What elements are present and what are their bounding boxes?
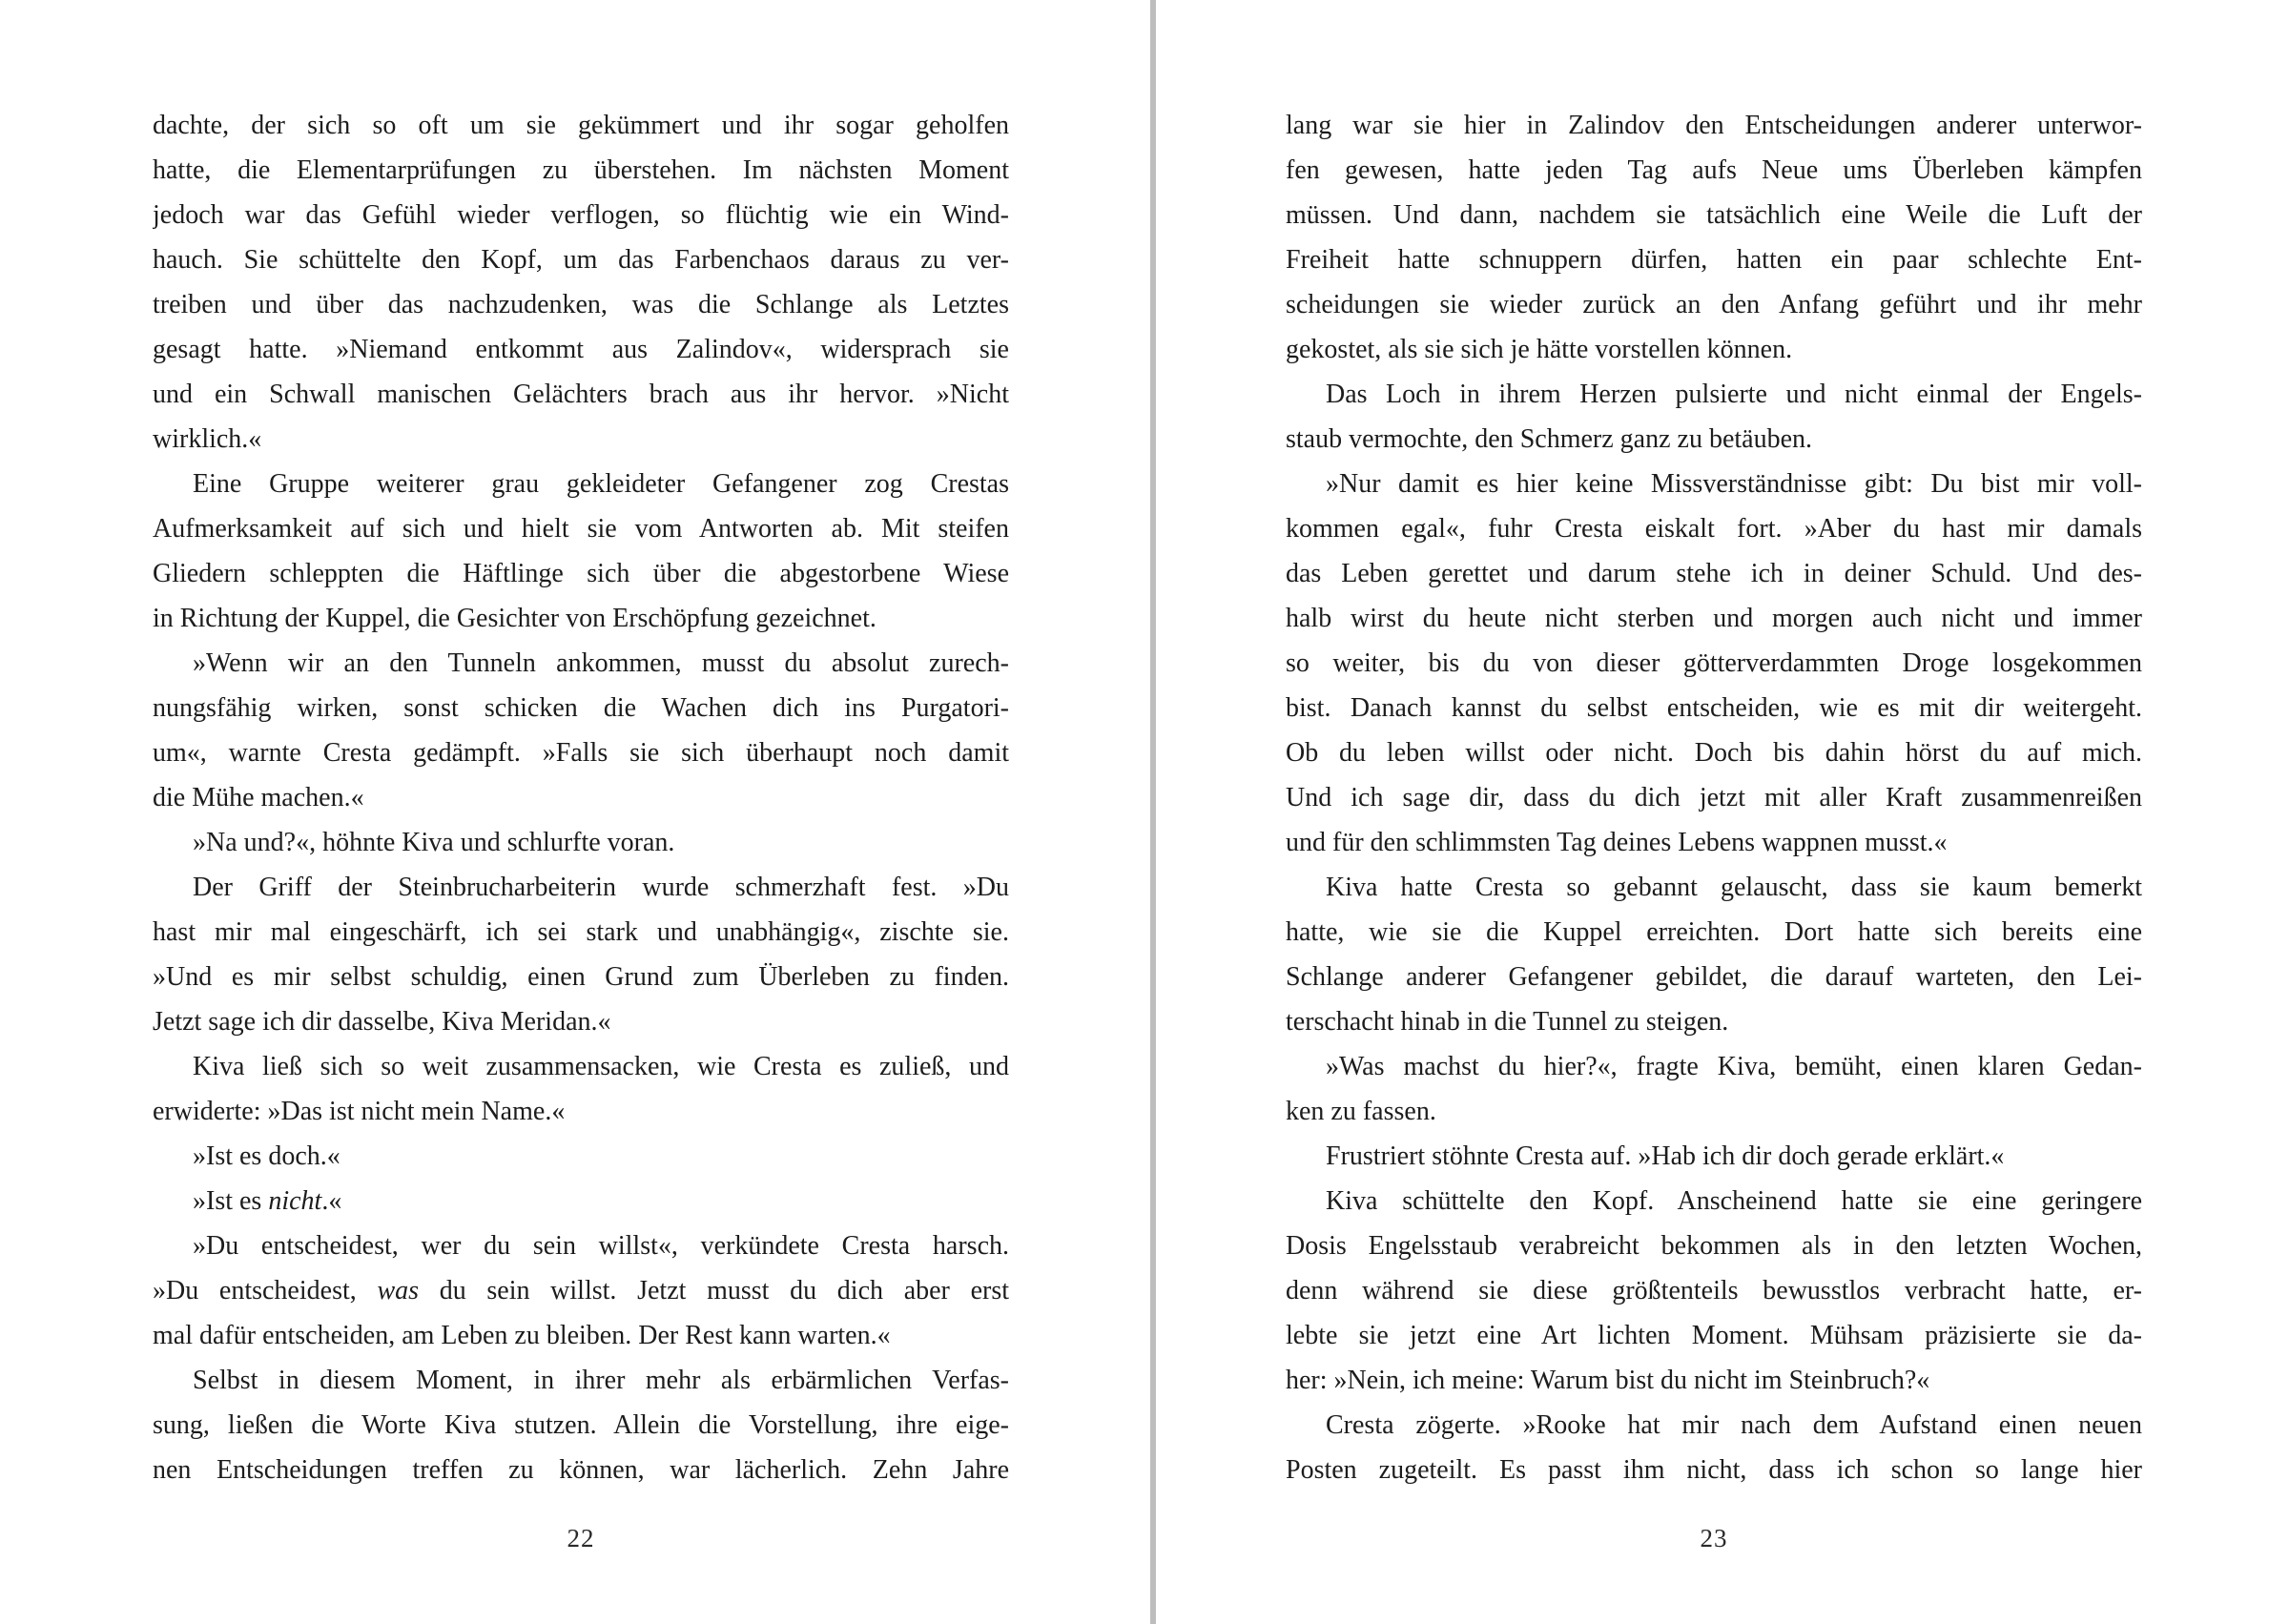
text-line: »Na und?«, höhnte Kiva und schlurfte voran.: [193, 828, 675, 857]
text-line: halb wirst du heute nicht sterben und morgen auch nicht und immer: [1286, 604, 2142, 633]
page-number: 22: [567, 1524, 595, 1552]
text-line: Schlange anderer Gefangener gebildet, die darauf warteten, den Lei-: [1286, 962, 2142, 992]
text-line: »Nur damit es hier keine Missverständnisse gibt: Du bist mir voll-: [1326, 469, 2142, 499]
paragraph: [1286, 1044, 2142, 1134]
paragraph: [153, 820, 1009, 865]
text-line: »Wenn wir an den Tunneln ankommen, musst du absolut zurech-: [193, 648, 1009, 678]
text-line: Das Loch in ihrem Herzen pulsierte und nicht einmal der Engels-: [1326, 380, 2142, 409]
text-line: hatte, die Elementarprüfungen zu überstehen. Im nächsten Moment: [153, 155, 1009, 185]
text-line: Dosis Engelsstaub verabreicht bekommen als in den letzten Wochen,: [1286, 1231, 2142, 1261]
book-page-right: [1156, 0, 2289, 1624]
text-line: Und ich sage dir, dass du dich jetzt mit aller Kraft zusammenreißen: [1286, 783, 2142, 812]
text-line: Jetzt sage ich dir dasselbe, Kiva Meridan.«: [153, 1007, 611, 1037]
text-line: dachte, der sich so oft um sie gekümmert und ihr sogar geholfen: [153, 111, 1009, 140]
text-line: Kiva schüttelte den Kopf. Anscheinend hatte sie eine geringere: [1326, 1186, 2142, 1216]
text-line: »Und es mir selbst schuldig, einen Grund zum Überleben zu finden.: [153, 962, 1009, 992]
text-line: her: »Nein, ich meine: Warum bist du nicht im Steinbruch?«: [1286, 1366, 1930, 1395]
text-line: staub vermochte, den Schmerz ganz zu betäuben.: [1286, 424, 1813, 454]
text-line: erwiderte: »Das ist nicht mein Name.«: [153, 1097, 566, 1126]
text-line: hatte, wie sie die Kuppel erreichten. Dort hatte sich bereits eine: [1286, 917, 2142, 947]
paragraph: [153, 641, 1009, 820]
text-line: in Richtung der Kuppel, die Gesichter von Erschöpfung gezeichnet.: [153, 604, 876, 633]
text-line: terschacht hinab in die Tunnel zu steigen.: [1286, 1007, 1729, 1037]
paragraph: [1286, 103, 2142, 372]
text-line: müssen. Und dann, nachdem sie tatsächlich eine Weile die Luft der: [1286, 200, 2142, 230]
text-line: »Ist es nicht.«: [193, 1186, 342, 1216]
paragraph: [153, 1134, 1009, 1179]
paragraph: [153, 103, 1009, 462]
text-line: Cresta zögerte. »Rooke hat mir nach dem Aufstand einen neuen: [1326, 1410, 2142, 1440]
paragraph: [1286, 1179, 2142, 1403]
paragraph: [153, 865, 1009, 1044]
paragraph: [153, 1179, 1009, 1223]
text-line: »Ist es doch.«: [193, 1141, 340, 1171]
text-line: Posten zugeteilt. Es passt ihm nicht, dass ich schon so lange hier: [1286, 1455, 2142, 1485]
text-line: sung, ließen die Worte Kiva stutzen. Allein die Vorstellung, ihre eige-: [153, 1410, 1009, 1440]
text-line: Kiva hatte Cresta so gebannt gelauscht, dass sie kaum bemerkt: [1326, 873, 2142, 902]
text-line: hauch. Sie schüttelte den Kopf, um das Farbenchaos daraus zu ver-: [153, 245, 1009, 275]
paragraph: [1286, 865, 2142, 1044]
text-line: scheidungen sie wieder zurück an den Anfang geführt und ihr mehr: [1286, 290, 2142, 319]
text-line: gesagt hatte. »Niemand entkommt aus Zalindov«, widersprach sie: [153, 335, 1009, 364]
text-line: um«, warnte Cresta gedämpft. »Falls sie sich überhaupt noch damit: [153, 738, 1009, 768]
text-line: fen gewesen, hatte jeden Tag aufs Neue ums Überleben kämpfen: [1286, 155, 2142, 185]
text-line: lang war sie hier in Zalindov den Entscheidungen anderer unterwor-: [1286, 111, 2142, 140]
paragraph: [153, 462, 1009, 641]
text-line: Ob du leben willst oder nicht. Doch bis dahin hörst du auf mich.: [1286, 738, 2142, 768]
text-line: wirklich.«: [153, 424, 262, 454]
text-line: nen Entscheidungen treffen zu können, war lächerlich. Zehn Jahre: [153, 1455, 1009, 1485]
text-line: »Du entscheidest, was du sein willst. Jetzt musst du dich aber erst: [153, 1276, 1009, 1305]
text-line: Frustriert stöhnte Cresta auf. »Hab ich dir doch gerade erklärt.«: [1326, 1141, 2005, 1171]
paragraph: [153, 1358, 1009, 1492]
text-line: Aufmerksamkeit auf sich und hielt sie vom Antworten ab. Mit steifen: [153, 514, 1009, 544]
text-line: und ein Schwall manischen Gelächters brach aus ihr hervor. »Nicht: [153, 380, 1009, 409]
text-line: Gliedern schleppten die Häftlinge sich über die abgestorbene Wiese: [153, 559, 1009, 588]
text-line: Freiheit hatte schnuppern dürfen, hatten ein paar schlechte Ent-: [1286, 245, 2142, 275]
text-line: bist. Danach kannst du selbst entscheiden, wie es mit dir weitergeht.: [1286, 693, 2142, 723]
text-line: denn während sie diese größtenteils bewusstlos verbracht hatte, er-: [1286, 1276, 2142, 1305]
paragraph: [1286, 1403, 2142, 1492]
paragraph: [153, 1044, 1009, 1134]
text-line: die Mühe machen.«: [153, 783, 364, 812]
text-line: ken zu fassen.: [1286, 1097, 1436, 1126]
text-line: kommen egal«, fuhr Cresta eiskalt fort. »Aber du hast mir damals: [1286, 514, 2142, 544]
text-line: mal dafür entscheiden, am Leben zu bleiben. Der Rest kann warten.«: [153, 1321, 891, 1350]
text-line: hast mir mal eingeschärft, ich sei stark und unabhängig«, zischte sie.: [153, 917, 1009, 947]
text-line: treiben und über das nachzudenken, was die Schlange als Letztes: [153, 290, 1009, 319]
text-line: jedoch war das Gefühl wieder verflogen, so flüchtig wie ein Wind-: [153, 200, 1009, 230]
paragraph: [1286, 1134, 2142, 1179]
text-line: Der Griff der Steinbrucharbeiterin wurde schmerzhaft fest. »Du: [193, 873, 1009, 902]
text-line: »Du entscheidest, wer du sein willst«, verkündete Cresta harsch.: [193, 1231, 1009, 1261]
text-line: nungsfähig wirken, sonst schicken die Wachen dich ins Purgatori-: [153, 693, 1009, 723]
text-line: »Was machst du hier?«, fragte Kiva, bemüht, einen klaren Gedan-: [1326, 1052, 2142, 1081]
paragraph: [153, 1223, 1009, 1358]
text-line: lebte sie jetzt eine Art lichten Moment. Mühsam präzisierte sie da-: [1286, 1321, 2142, 1350]
text-line: Selbst in diesem Moment, in ihrer mehr als erbärmlichen Verfas-: [193, 1366, 1009, 1395]
text-line: gekostet, als sie sich je hätte vorstellen können.: [1286, 335, 1793, 364]
page-text-block: [1286, 103, 2142, 1492]
paragraph: [1286, 372, 2142, 462]
text-line: und für den schlimmsten Tag deines Lebens wappnen musst.«: [1286, 828, 1948, 857]
text-line: das Leben gerettet und darum stehe ich in deiner Schuld. Und des-: [1286, 559, 2142, 588]
page-text-block: [153, 103, 1009, 1492]
text-line: Eine Gruppe weiterer grau gekleideter Gefangener zog Crestas: [193, 469, 1009, 499]
text-line: so weiter, bis du von dieser götterverdammten Droge losgekommen: [1286, 648, 2142, 678]
paragraph: [1286, 462, 2142, 865]
page-number: 23: [1700, 1524, 1728, 1552]
text-line: Kiva ließ sich so weit zusammensacken, wie Cresta es zuließ, und: [193, 1052, 1009, 1081]
